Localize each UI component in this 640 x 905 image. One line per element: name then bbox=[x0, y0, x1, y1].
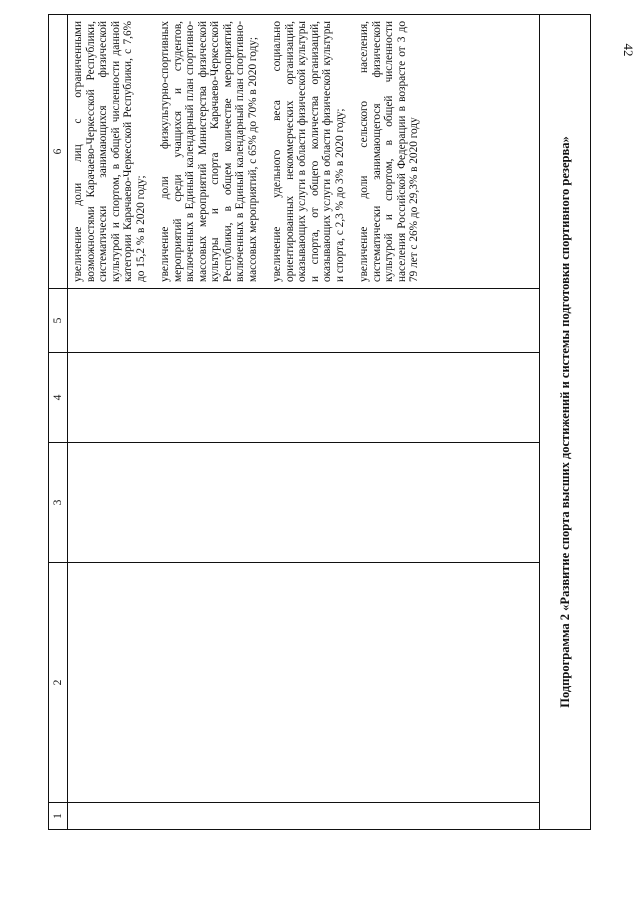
cell-col-4 bbox=[68, 353, 540, 443]
cell-col-6-indicators bbox=[68, 15, 540, 289]
table-row bbox=[68, 15, 540, 830]
column-header-1: 1 bbox=[49, 803, 68, 830]
indicator-paragraph: увеличение доли лиц с ограниченными возможностями Карачаево-Черкесской Республики, систематически занимающихся физической культурой и спортом, в общей численности данной категории Карачаево-Черкесской Республики, с 7,6% до 15,2 % в 2020 году; bbox=[72, 21, 147, 282]
indicator-paragraph: увеличение удельного веса социально ориентированных некоммерческих организаций, оказывающих услуги в области физической культуры и спорта, от общего количества организаций, оказывающих услуги в области физической культуры и спорта, с 2,3 % до 3% в 2020 году; bbox=[271, 21, 346, 282]
header-row bbox=[49, 15, 68, 830]
subprogram-title: Подпрограмма 2 «Развитие спорта высших достижений и системы подготовки спортивного резерва» bbox=[540, 15, 591, 830]
column-header-5: 5 bbox=[49, 289, 68, 353]
cell-col-1 bbox=[68, 803, 540, 830]
page-number: 42 bbox=[621, 43, 636, 57]
indicator-paragraph: увеличение доли сельского населения, систематически занимающегося физической культурой и спортом, в общей численности населения Российской Федерации в возрасте от 3 до 79 лет с 26% до 29,3% в 2020 году bbox=[358, 21, 420, 282]
indicator-paragraph: увеличение доли физкультурно-спортивных мероприятий среди учащихся и студентов, включенных в Единый календарный план спортивно-массовых мероприятий Министерства физической культуры и спорта Карачаево-Черкесской Республики, в общем количестве мероприятий, включенных в Единый календарный план спортивно-массовых мероприятий, с 65% до 70% в 2020 году; bbox=[159, 21, 259, 282]
program-table bbox=[48, 14, 591, 830]
document-table-area bbox=[48, 15, 610, 830]
column-header-6: 6 bbox=[49, 15, 68, 289]
cell-col-3 bbox=[68, 443, 540, 563]
subprogram-row bbox=[540, 15, 591, 830]
column-header-2: 2 bbox=[49, 563, 68, 803]
cell-col-5 bbox=[68, 289, 540, 353]
column-header-4: 4 bbox=[49, 353, 68, 443]
cell-col-2 bbox=[68, 563, 540, 803]
column-header-3: 3 bbox=[49, 443, 68, 563]
